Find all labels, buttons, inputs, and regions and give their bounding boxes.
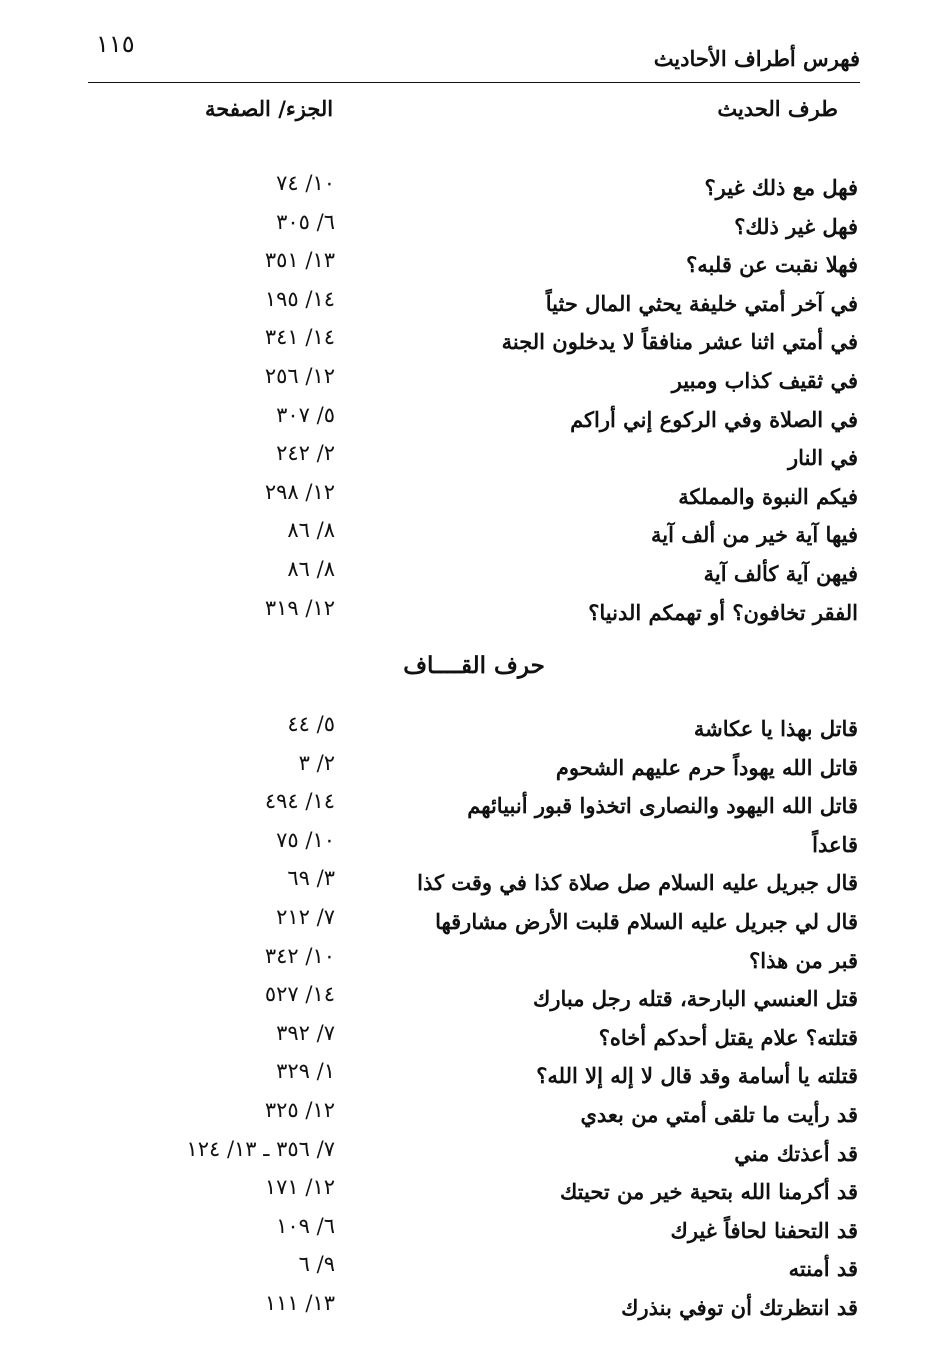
index-entry	[0, 286, 948, 330]
hadith-text: قتلته يا أسامة وقد قال لا إله إلا الله؟	[536, 1063, 858, 1089]
index-entry	[0, 441, 948, 484]
index-entry	[0, 1059, 948, 1102]
index-entry	[0, 209, 948, 253]
index-entry	[0, 1097, 948, 1141]
hadith-text: فيها آية خير من ألف آية	[651, 522, 858, 548]
page-number: ١١٥	[96, 30, 135, 58]
running-title: فهرس أطراف الأحاديث	[653, 46, 860, 71]
hadith-text: فهل غير ذلك؟	[734, 213, 858, 239]
volume-page-ref: ١٤/ ٥٢٧	[264, 982, 335, 1007]
hadith-text: قتل العنسي البارحة، قتله رجل مبارك	[533, 986, 858, 1012]
index-entry	[0, 943, 948, 987]
volume-page-ref: ٢/ ٢٤٢	[276, 441, 335, 466]
hadith-text: فهلا نقبت عن قلبه؟	[686, 252, 858, 278]
index-entry	[0, 827, 948, 871]
index-entry	[0, 518, 948, 561]
volume-page-ref: ٨/ ٨٦	[287, 556, 335, 581]
hadith-text: قاتل الله يهوداً حرم عليهم الشحوم	[555, 754, 858, 780]
index-entry	[0, 171, 948, 214]
volume-page-ref: ١٠/ ٧٥	[276, 827, 335, 852]
hadith-text: الفقر تخافون؟ أو تهمكم الدنيا؟	[588, 599, 858, 625]
hadith-text: في آخر أمتي خليفة يحثي المال حثياً	[545, 290, 858, 316]
volume-page-ref: ٨/ ٨٦	[287, 518, 335, 543]
hadith-text: في النار	[788, 445, 858, 471]
hadith-text: في ثقيف كذاب ومبير	[671, 367, 858, 393]
hadith-text: في الصلاة وفي الركوع إني أراكم	[570, 406, 858, 432]
index-entry	[0, 595, 948, 639]
index-entry	[0, 982, 948, 1025]
hadith-text: قد أمنته	[788, 1256, 858, 1282]
index-entry	[0, 750, 948, 794]
index-entry	[0, 904, 948, 948]
column-header-reference: الجزء/ الصفحة	[205, 96, 334, 121]
hadith-text: فيكم النبوة والمملكة	[678, 483, 858, 509]
index-entry	[0, 1213, 948, 1257]
volume-page-ref: ٩/ ٦	[298, 1252, 335, 1277]
volume-page-ref: ١٤/ ١٩٥	[264, 286, 335, 311]
hadith-text: فهل مع ذلك غير؟	[704, 175, 858, 200]
index-entry	[0, 1290, 948, 1334]
hadith-text: قتلته؟ علام يقتل أحدكم أخاه؟	[598, 1024, 858, 1050]
hadith-text: قال جبريل عليه السلام صل صلاة كذا في وقت كذا	[417, 870, 858, 896]
column-header-hadith: طرف الحديث	[717, 96, 838, 121]
header-rule	[88, 82, 860, 83]
volume-page-ref: ١/ ٣٢٩	[276, 1059, 335, 1084]
volume-page-ref: ١٢/ ٣١٩	[264, 595, 335, 620]
volume-page-ref: ١٢/ ٣٢٥	[264, 1097, 335, 1122]
volume-page-ref: ٥/ ٣٠٧	[276, 402, 335, 427]
hadith-text: في أمتي اثنا عشر منافقاً لا يدخلون الجنة	[501, 329, 858, 355]
volume-page-ref: ٥/ ٤٤	[287, 712, 335, 736]
hadith-text: قبر من هذا؟	[749, 947, 858, 973]
volume-page-ref: ١٢/ ١٧١	[264, 1175, 335, 1200]
index-entry	[0, 402, 948, 446]
volume-page-ref: ٢/ ٣	[298, 750, 335, 775]
hadith-text: قد أكرمنا الله بتحية خير من تحيتك	[559, 1179, 858, 1205]
hadith-text: قال لي جبريل عليه السلام قلبت الأرض مشارقها	[435, 908, 858, 934]
hadith-text: قد انتظرتك أن توفي بنذرك	[621, 1294, 858, 1320]
hadith-text: قد التحفنا لحافاً غيرك	[670, 1217, 858, 1243]
index-entry	[0, 866, 948, 909]
index-entry	[0, 248, 948, 291]
hadith-text: قاتل بهذا يا عكاشة	[693, 716, 858, 741]
index-entry	[0, 363, 948, 407]
volume-page-ref: ١٠/ ٣٤٢	[264, 943, 335, 968]
entries-list-qaf	[0, 712, 948, 1334]
entries-list-fa	[0, 171, 948, 638]
volume-page-ref: ١٢/ ٢٥٦	[264, 363, 335, 388]
index-entry	[0, 789, 948, 832]
hadith-text: قاتل الله اليهود والنصارى اتخذوا قبور أنبيائهم	[467, 793, 858, 819]
volume-page-ref: ١٤/ ٣٤١	[264, 325, 335, 350]
volume-page-ref: ٦/ ٣٠٥	[276, 209, 335, 234]
volume-page-ref: ١٣/ ١١١	[264, 1290, 335, 1315]
hadith-text: قاعداً	[812, 831, 858, 857]
hadith-text: فيهن آية كألف آية	[703, 560, 858, 586]
index-entry	[0, 556, 948, 600]
volume-page-ref: ١٢/ ٢٩٨	[264, 479, 335, 504]
volume-page-ref: ٣/ ٦٩	[287, 866, 335, 891]
index-entry	[0, 712, 948, 755]
volume-page-ref: ١٠/ ٧٤	[276, 171, 335, 195]
index-entry	[0, 1252, 948, 1295]
index-entry	[0, 1020, 948, 1064]
volume-page-ref: ٧/ ٣٥٦ ـ ١٣/ ١٢٤	[186, 1136, 335, 1161]
volume-page-ref: ٧/ ٣٩٢	[276, 1020, 335, 1045]
volume-page-ref: ٦/ ١٠٩	[276, 1213, 335, 1238]
section-title-qaf: حرف القــــاف	[403, 652, 545, 679]
hadith-text: قد رأيت ما تلقى أمتي من بعدي	[580, 1101, 858, 1127]
index-entry	[0, 479, 948, 523]
index-entry	[0, 1136, 948, 1180]
volume-page-ref: ١٣/ ٣٥١	[264, 248, 335, 273]
index-entry	[0, 1175, 948, 1218]
volume-page-ref: ٧/ ٢١٢	[276, 904, 335, 929]
volume-page-ref: ١٤/ ٤٩٤	[264, 789, 335, 814]
index-entry	[0, 325, 948, 368]
hadith-text: قد أعذتك مني	[734, 1140, 858, 1166]
